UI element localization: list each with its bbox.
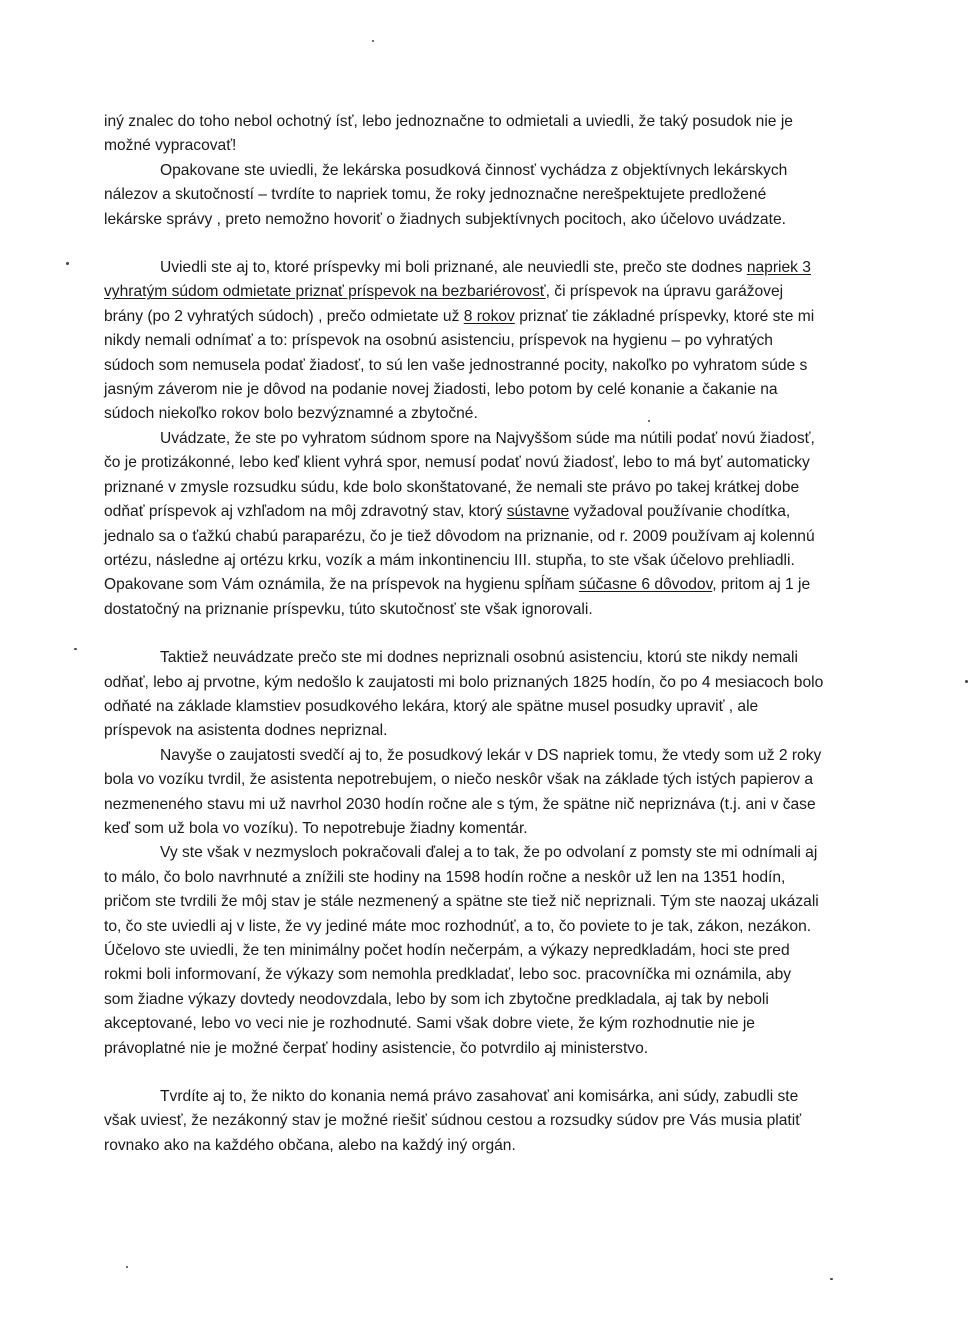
paragraph-text: priznať tie základné príspevky, ktoré ste mi nikdy nemali odnímať a to: príspevok na osobnú asistenciu, príspevok na hygienu – po vyhratých súdoch som nemusela podať žiadosť, to sú len vaše jednostranné pocity, nakoľko po vyhratom súde s jasným záverom nie je dôvod na podanie novej žiadosti, lebo potom by celé konanie a čakanie na súdoch niekoľko rokov bolo bezvýznamné a zbytočné. (104, 307, 815, 423)
paragraph-text: Taktiež neuvádzate prečo ste mi dodnes nepriznali osobnú asistenciu, ktorú ste nikdy nemali odňať, lebo aj prvotne, kým nedošlo k zaujatosti mi bolo priznaných 1825 hodín, čo po 4 mesiacoch bolo odňaté na základe klamstiev posudkového lekára, ktorý ale spätne musel posudky upraviť , ale príspevok na asistenta dodnes nepriznal. (104, 649, 824, 740)
scan-speck (74, 648, 77, 650)
paragraph-text: Uvádzate, že ste po vyhratom súdnom spore na Najvyššom súde ma nútili podať novú žiadosť, čo je protizákonné, lebo keď klient vyhrá spor, nemusí podať novú žiadosť, lebo to má byť automaticky priznané v zmysle rozsudku súdu, kde bolo skonštatované, že nemali ste právo po takej krátkej dobe odňať príspevok aj vzhľadom na môj zdravotný stav, ktorý (104, 429, 815, 521)
letter-body (104, 110, 824, 1158)
underlined-phrase: napriek 3 vyhratým súdom odmietate priznať príspevok na bezbariérovosť (104, 259, 811, 301)
underlined-phrase: sústavne (506, 503, 570, 521)
paragraph-text: Vy ste však v nezmysloch pokračovali ďalej a to tak, že po odvolaní z pomsty ste mi odnímali aj to málo, čo bolo navrhnuté a znížili ste hodiny na 1598 hodín ročne a neskôr už len na 1351 hodín, pričom ste tvrdili že môj stav je stále nezmenený a spätne ste tiež nič nepriznali. Tým ste naozaj ukázali to, čo ste uviedli aj v liste, že vy jediné máte moc rozhodnúť, a to, čo poviete to je tak, zákon, nezákon. Účelovo ste uviedli, že ten minimálny počet hodín nečerpám, a výkazy nepredkladám, hoci ste pred rokmi boli informovaní, že výkazy som nemohla predkladať, lebo soc. pracovníčka mi oznámila, aby som žiadne výkazy dovtedy neodovzdala, lebo by som ich zbytočne predkladala, aj tak by neboli akceptované, lebo vo veci nie je rozhodnuté. Sami však dobre viete, že kým rozhodnutie nie je právoplatné nie je možné čerpať hodiny asistencie, čo potvrdilo aj ministerstvo. (104, 844, 819, 1057)
paragraph-6 (104, 744, 824, 842)
paragraph-text: , či príspevok na úpravu garážovej brány (po 2 vyhratých súdoch) , prečo odmietate už (104, 283, 784, 325)
paragraph-text: Navyše o zaujatosti svedčí aj to, že posudkový lekár v DS napriek tomu, že vtedy som už 2 roky bola vo vozíku tvrdil, že asistenta nepotrebujem, o niečo neskôr však na základe tých istých papierov a nezmeneného stavu mi už navrhol 2030 hodín ročne ale s tým, že spätne nič nepriznáva (t.j. ani v čase keď som už bola vo vozíku). To nepotrebuje žiadny komentár. (104, 746, 822, 837)
paragraph-5 (104, 646, 824, 744)
paragraph-8 (104, 1085, 824, 1158)
scan-speck (126, 1266, 128, 1268)
paragraph-4 (104, 427, 824, 622)
paragraph-7 (104, 841, 824, 1061)
paragraph-1 (104, 110, 824, 159)
paragraph-text: vyžadoval používanie chodítka, jednalo sa o ťažkú chabú paraparézu, čo je tiež dôvodom na priznanie, od r. 2009 používam aj kolennú ortézu, následne aj ortézu krku, vozík a mám inkontinenciu III. stupňa, to ste však účelovo prehliadli. Opakovane som Vám oznámila, že na príspevok na hygienu spĺňam (104, 503, 815, 594)
scan-speck (66, 262, 69, 265)
scan-speck (830, 1278, 833, 1280)
scan-speck (372, 40, 374, 42)
underlined-phrase: 8 rokov (463, 307, 515, 325)
paragraph-2 (104, 159, 824, 232)
scan-speck (648, 420, 650, 422)
underlined-phrase: súčasne 6 dôvodov (579, 576, 713, 594)
paragraph-3 (104, 256, 824, 427)
paragraph-text: iný znalec do toho nebol ochotný ísť, lebo jednoznačne to odmietali a uviedli, že taký posudok nie je možné vypracovať! (104, 113, 793, 155)
paragraph-text: Uviedli ste aj to, ktoré príspevky mi boli priznané, ale neuviedli ste, prečo ste dodnes (160, 259, 747, 277)
paragraph-text: Tvrdíte aj to, že nikto do konania nemá právo zasahovať ani komisárka, ani súdy, zabudli ste však uviesť, že nezákonný stav je možné riešiť súdnou cestou a rozsudky súdov pre Vás musia platiť rovnako ako na každého občana, alebo na každý iný orgán. (104, 1088, 802, 1154)
scan-speck (965, 680, 968, 683)
paragraph-text: Opakovane ste uviedli, že lekárska posudková činnosť vychádza z objektívnych lekárskych nálezov a skutočností – tvrdíte to napriek tomu, že roky jednoznačne nerešpektujete predložené lekárske správy , preto nemožno hovoriť o žiadnych subjektívnych pocitoch, ako účelovo uvádzate. (104, 161, 788, 228)
paragraph-text: , pritom aj 1 je dostatočný na priznanie príspevku, túto skutočnosť ste však ignorovali. (104, 576, 811, 618)
